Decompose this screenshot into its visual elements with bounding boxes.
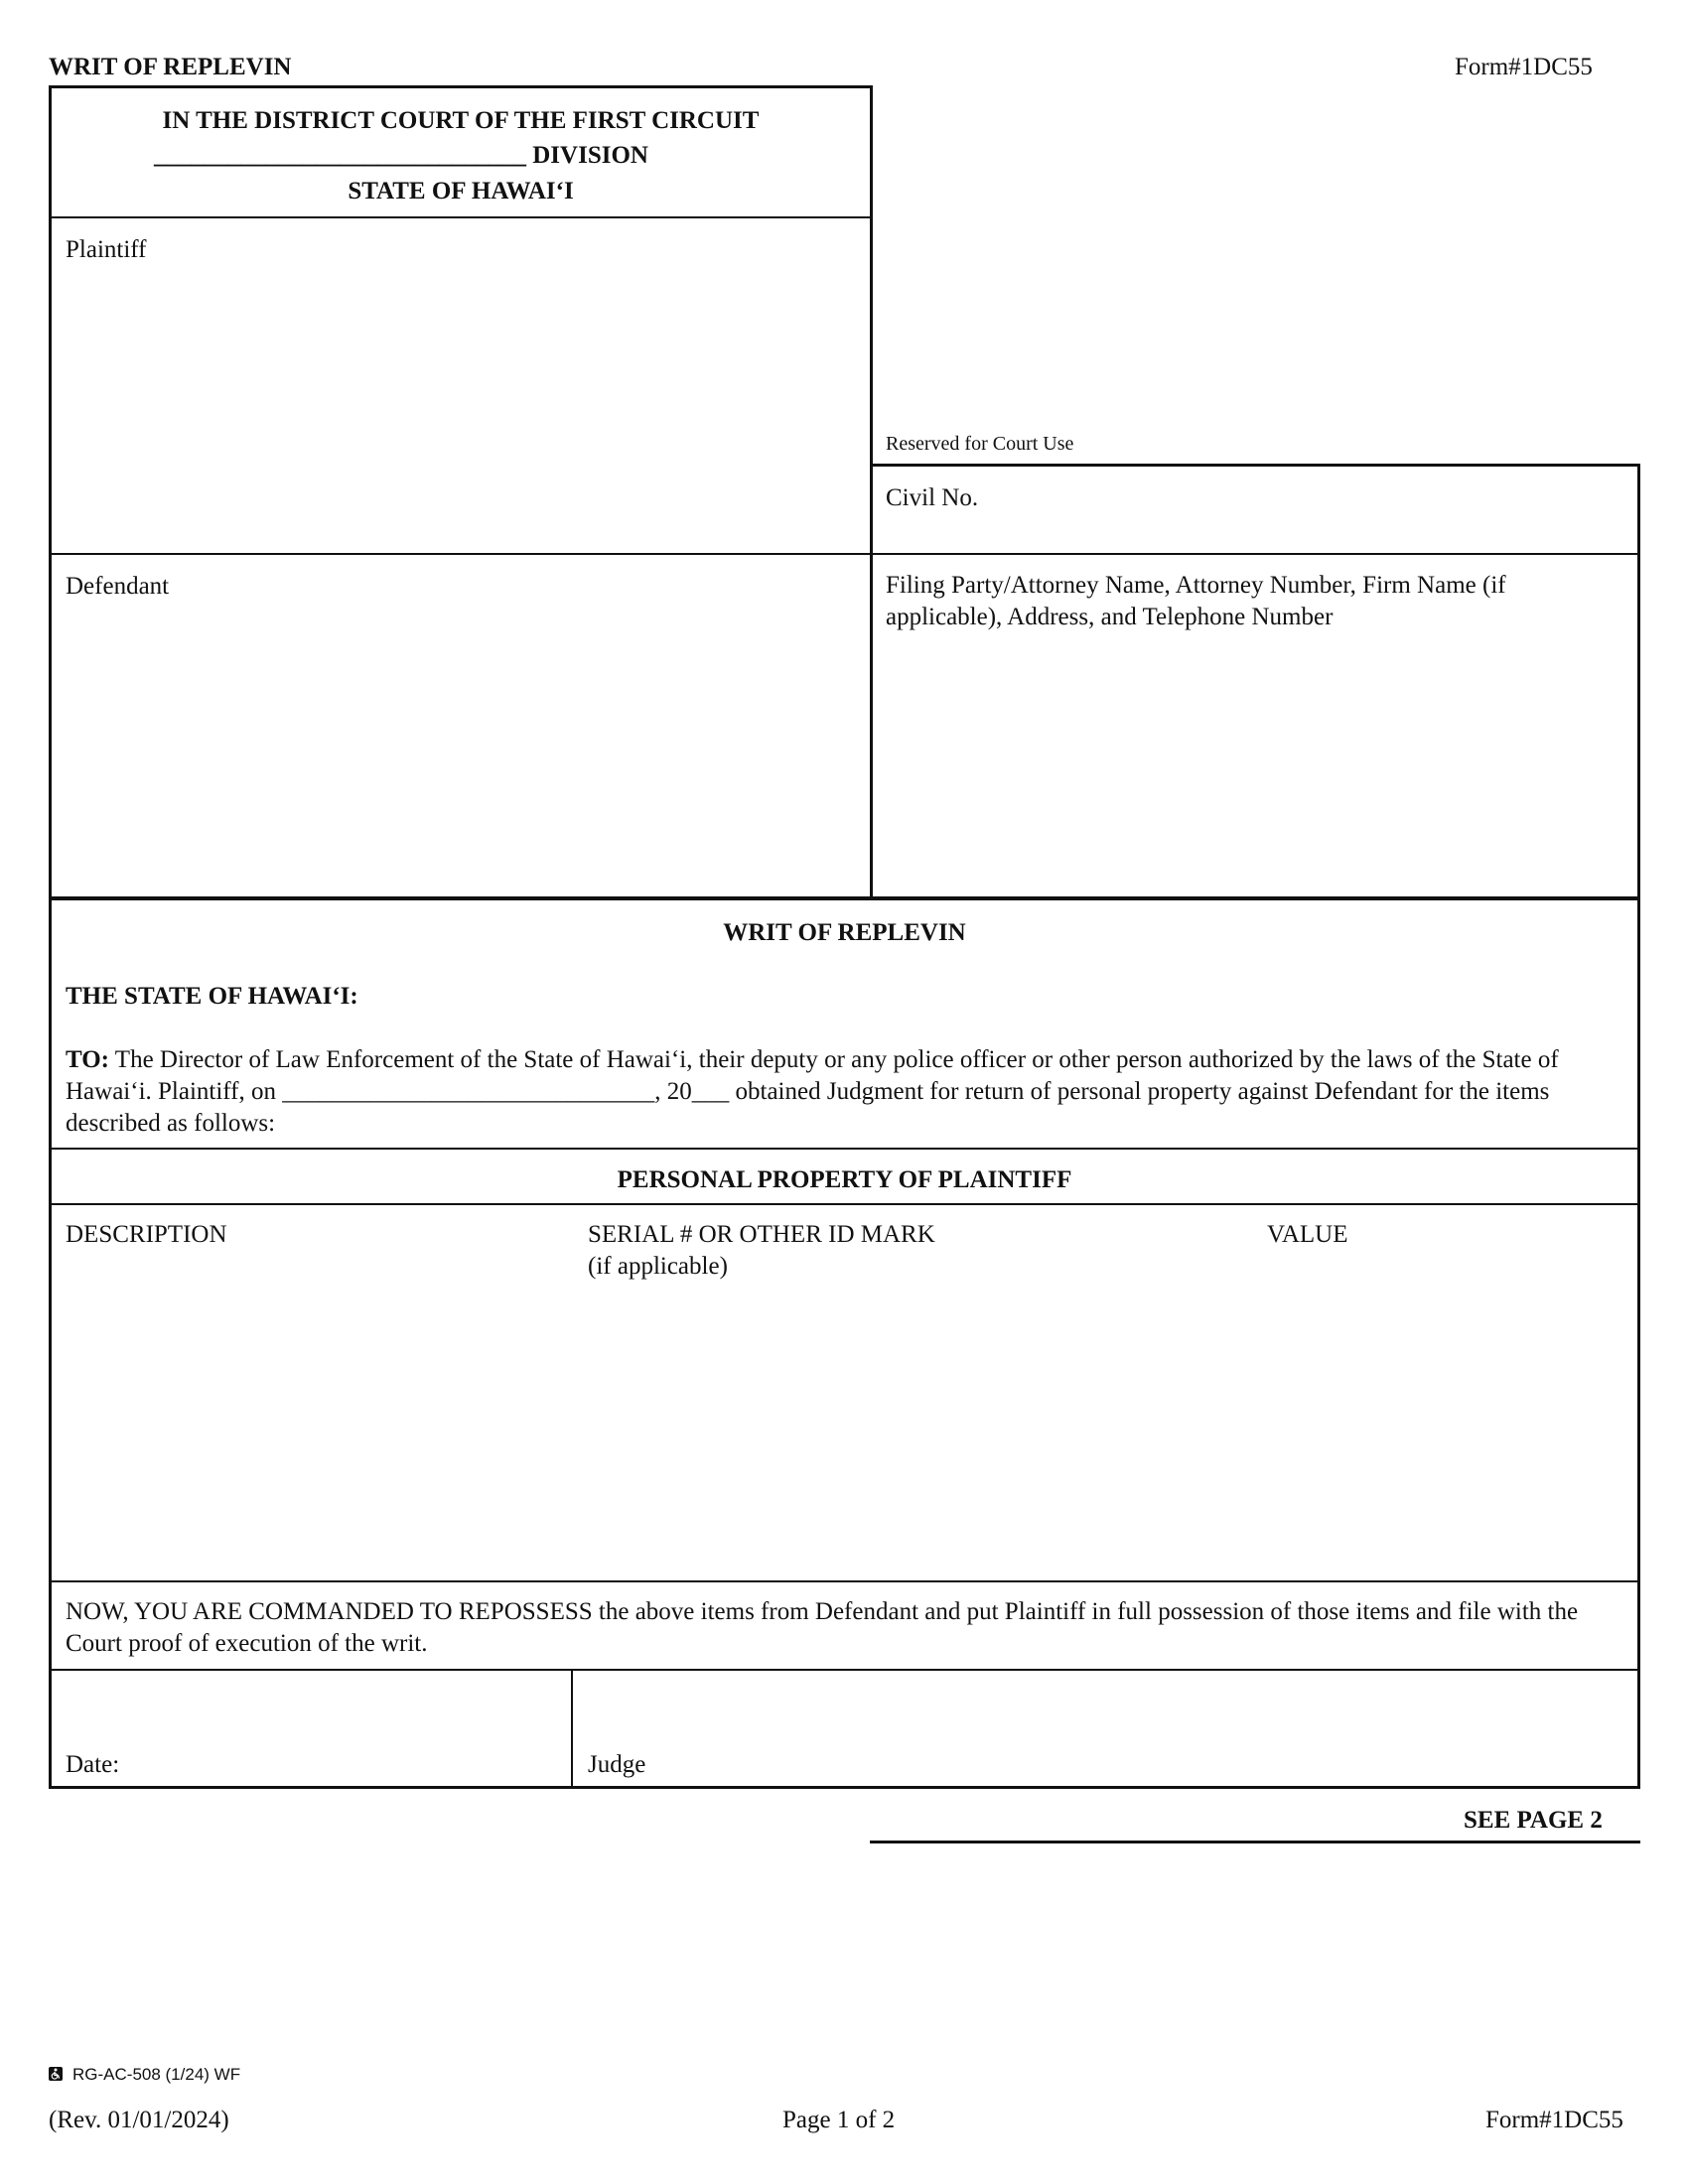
signature-divider	[49, 1669, 1640, 1671]
filing-party-label: Filing Party/Attorney Name, Attorney Number, Firm Name (if applicable), Address, and Telephone Number	[886, 572, 1506, 630]
defendant-label: Defendant	[66, 573, 170, 600]
court-line-1: IN THE DISTRICT COURT OF THE FIRST CIRCUIT	[162, 107, 760, 134]
property-header-divider	[49, 1203, 1640, 1205]
plaintiff-label: Plaintiff	[66, 236, 147, 263]
form-code: RG-AC-508 (1/24) WF	[72, 2065, 241, 2084]
form-number-top: Form#1DC55	[1455, 54, 1593, 80]
court-division-line	[154, 140, 869, 172]
reserved-label: Reserved for Court Use	[886, 433, 1074, 455]
civil-no-field[interactable]	[1003, 477, 1628, 546]
plaintiff-divider	[49, 553, 873, 555]
wheelchair-icon	[49, 2067, 63, 2081]
civil-no-label: Civil No.	[886, 484, 979, 511]
col-serial: SERIAL # OR OTHER ID MARK	[588, 1221, 935, 1248]
to-text-1: The Director of Law Enforcement of the State of Hawai‘i, their deputy or any police officer or other person authorized by the laws of the State of Hawai‘i. Plaintiff, on	[66, 1046, 1559, 1105]
judge-signature-field[interactable]	[576, 1674, 1634, 1785]
court-divider	[49, 216, 873, 218]
division-blank[interactable]: ______________________________	[154, 142, 526, 169]
see-page-2: SEE PAGE 2	[1464, 1807, 1603, 1834]
signature-col-divider	[571, 1669, 573, 1788]
writ-title: WRIT OF REPLEVIN	[723, 919, 966, 946]
plaintiff-field[interactable]	[52, 268, 870, 546]
filing-party-field[interactable]	[874, 645, 1636, 893]
to-label: TO:	[66, 1046, 109, 1073]
command-divider	[49, 1580, 1640, 1582]
date-field[interactable]	[52, 1674, 568, 1785]
judgment-date-blank[interactable]: ______________________________	[282, 1078, 655, 1105]
property-top-divider	[49, 1148, 1640, 1150]
col-description: DESCRIPTION	[66, 1221, 227, 1248]
revision-date: (Rev. 01/01/2024)	[49, 2107, 229, 2133]
state-heading: THE STATE OF HAWAI‘I:	[66, 983, 358, 1010]
form-title: WRIT OF REPLEVIN	[49, 54, 292, 80]
property-heading: PERSONAL PROPERTY OF PLAINTIFF	[617, 1166, 1072, 1193]
judge-label: Judge	[588, 1751, 646, 1778]
court-line-3: STATE OF HAWAI‘I	[348, 178, 574, 205]
writ-to-paragraph	[66, 1044, 1615, 1140]
form-number-bottom: Form#1DC55	[1485, 2107, 1623, 2133]
civil-no-divider	[870, 553, 1640, 555]
see-page-rule	[870, 1841, 1640, 1843]
command-text: NOW, YOU ARE COMMANDED TO REPOSSESS the above items from Defendant and put Plaintiff in full possession of those items and file with the Court proof of execution of the writ.	[66, 1598, 1579, 1657]
defendant-field[interactable]	[52, 606, 870, 893]
page-number: Page 1 of 2	[782, 2107, 896, 2133]
col-value: VALUE	[1267, 1221, 1348, 1248]
date-label: Date:	[66, 1751, 120, 1778]
property-items-field[interactable]	[52, 1289, 1637, 1576]
to-text-2: , 20___ obtained Judgment for return of personal property against Defendant for the items described as follows:	[66, 1078, 1550, 1137]
division-label: DIVISION	[532, 142, 648, 169]
col-serial-note: (if applicable)	[588, 1253, 728, 1280]
